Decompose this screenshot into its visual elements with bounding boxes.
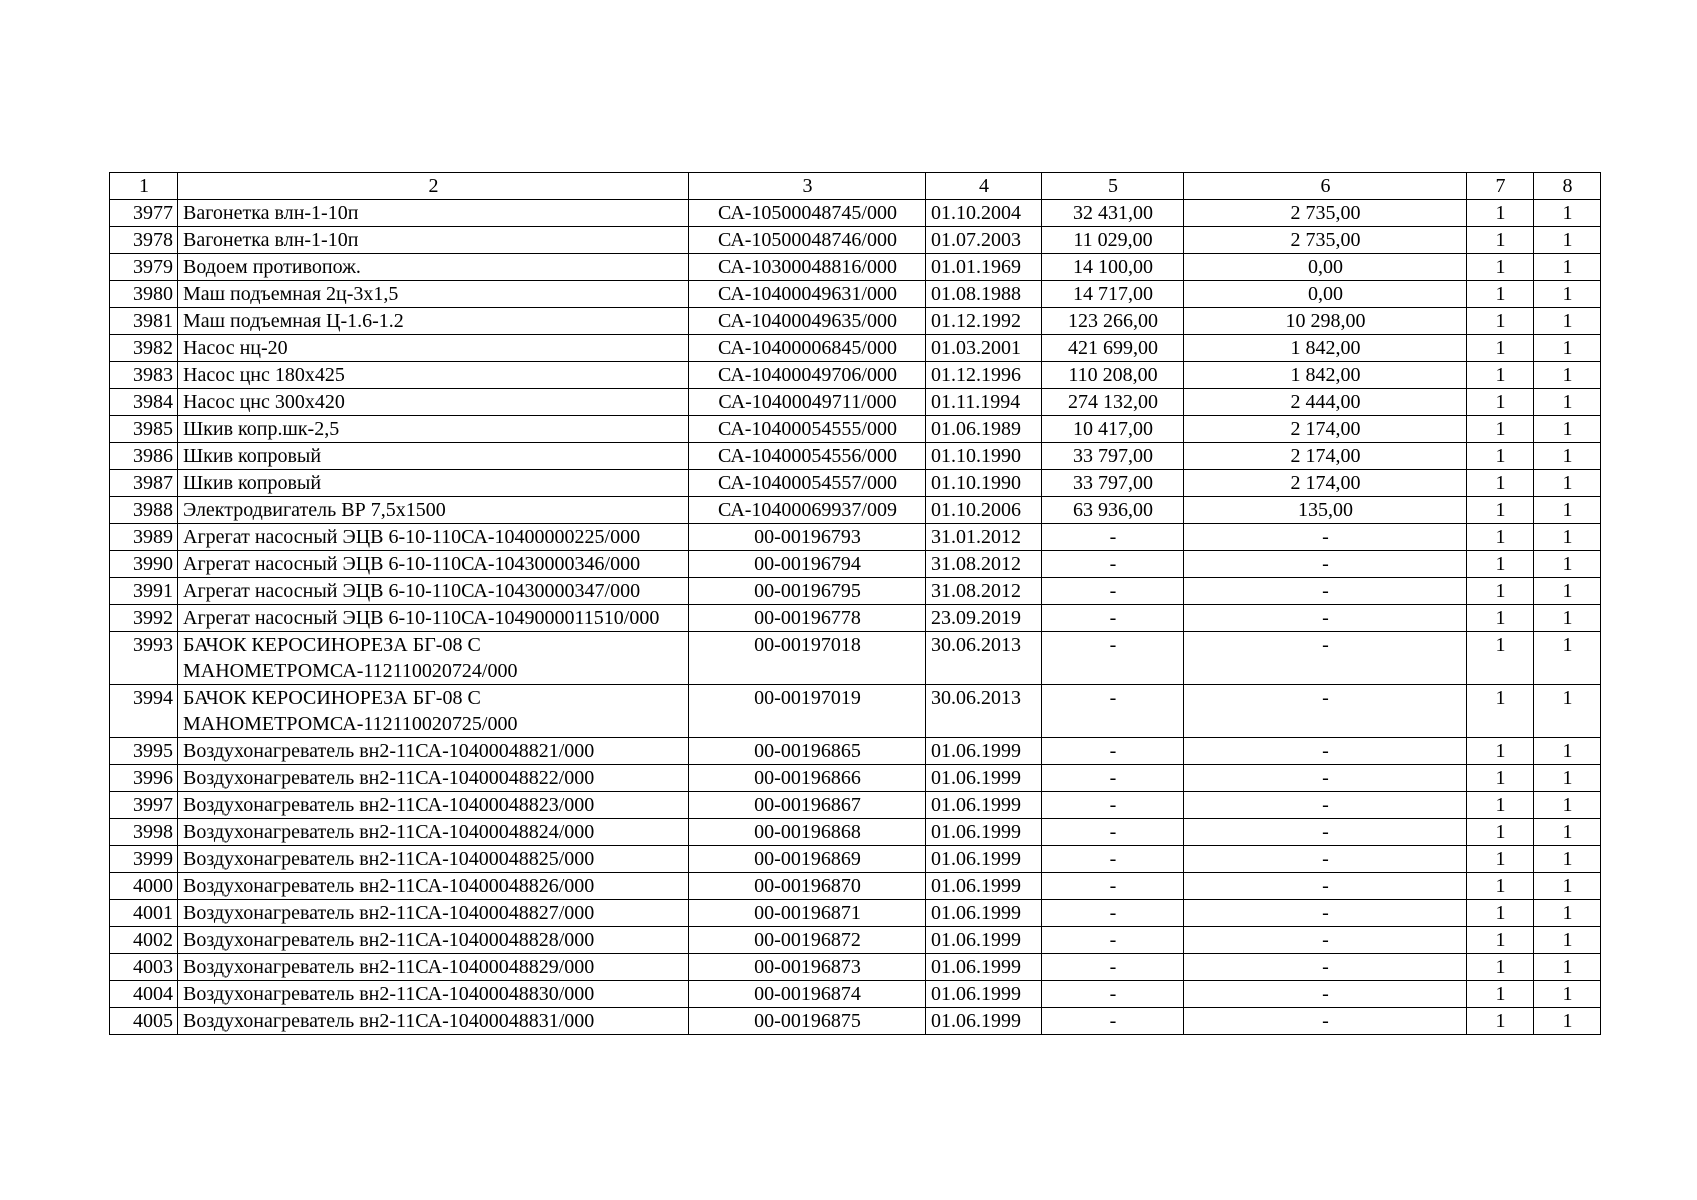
item-name-cell: Воздухонагреватель вн2-11СА-10400048825/000 [178,846,689,873]
residual-cost-cell: - [1184,900,1467,927]
col8-qty-cell: 1 [1534,470,1601,497]
inventory-code-cell: 00-00196867 [689,792,926,819]
row-number-cell: 3998 [110,819,178,846]
header-cell-2: 2 [178,173,689,200]
initial-cost-cell: 421 699,00 [1042,335,1184,362]
residual-cost-cell: 0,00 [1184,281,1467,308]
col7-qty-cell: 1 [1467,578,1534,605]
col7-qty-cell: 1 [1467,470,1534,497]
col7-qty-cell: 1 [1467,846,1534,873]
col8-qty-cell: 1 [1534,846,1601,873]
residual-cost-cell: 1 842,00 [1184,335,1467,362]
row-number-cell: 4000 [110,873,178,900]
col7-qty-cell: 1 [1467,551,1534,578]
col8-qty-cell: 1 [1534,927,1601,954]
col8-qty-cell: 1 [1534,981,1601,1008]
initial-cost-cell: - [1042,927,1184,954]
date-cell: 01.01.1969 [926,254,1042,281]
inventory-code-cell: СА-10400069937/009 [689,497,926,524]
row-number-cell: 3985 [110,416,178,443]
item-name-cell: Насос нц-20 [178,335,689,362]
col8-qty-cell: 1 [1534,819,1601,846]
date-cell: 01.06.1999 [926,954,1042,981]
initial-cost-cell: - [1042,738,1184,765]
col7-qty-cell: 1 [1467,900,1534,927]
row-number-cell: 3997 [110,792,178,819]
row-number-cell: 3978 [110,227,178,254]
item-name-cell: Воздухонагреватель вн2-11СА-10400048823/000 [178,792,689,819]
header-cell-7: 7 [1467,173,1534,200]
initial-cost-cell: - [1042,1008,1184,1035]
item-name-cell: Шкив копровый [178,470,689,497]
table-row [110,738,1601,765]
item-name-cell: Агрегат насосный ЭЦВ 6-10-110СА-10430000346/000 [178,551,689,578]
col7-qty-cell: 1 [1467,308,1534,335]
header-cell-1: 1 [110,173,178,200]
inventory-code-cell: СА-10500048745/000 [689,200,926,227]
row-number-cell: 3983 [110,362,178,389]
col8-qty-cell: 1 [1534,632,1601,685]
residual-cost-cell: 0,00 [1184,254,1467,281]
table-row [110,685,1601,738]
initial-cost-cell: 274 132,00 [1042,389,1184,416]
col7-qty-cell: 1 [1467,873,1534,900]
residual-cost-cell: - [1184,819,1467,846]
inventory-code-cell: 00-00196870 [689,873,926,900]
date-cell: 01.10.2006 [926,497,1042,524]
residual-cost-cell: 2 174,00 [1184,443,1467,470]
table-row [110,765,1601,792]
inventory-code-cell: 00-00196778 [689,605,926,632]
initial-cost-cell: - [1042,765,1184,792]
item-name-cell: Агрегат насосный ЭЦВ 6-10-110СА-10430000347/000 [178,578,689,605]
residual-cost-cell: 2 174,00 [1184,470,1467,497]
col7-qty-cell: 1 [1467,200,1534,227]
col7-qty-cell: 1 [1467,362,1534,389]
header-cell-8: 8 [1534,173,1601,200]
col7-qty-cell: 1 [1467,954,1534,981]
inventory-code-cell: СА-10300048816/000 [689,254,926,281]
row-number-cell: 3999 [110,846,178,873]
initial-cost-cell: - [1042,846,1184,873]
table-row [110,497,1601,524]
table-row [110,632,1601,685]
initial-cost-cell: 33 797,00 [1042,470,1184,497]
col8-qty-cell: 1 [1534,900,1601,927]
row-number-cell: 3994 [110,685,178,738]
initial-cost-cell: - [1042,524,1184,551]
row-number-cell: 4005 [110,1008,178,1035]
row-number-cell: 3987 [110,470,178,497]
residual-cost-cell: - [1184,792,1467,819]
inventory-code-cell: 00-00196793 [689,524,926,551]
date-cell: 01.11.1994 [926,389,1042,416]
row-number-cell: 4002 [110,927,178,954]
initial-cost-cell: - [1042,578,1184,605]
residual-cost-cell: - [1184,578,1467,605]
row-number-cell: 3977 [110,200,178,227]
table-row [110,443,1601,470]
col7-qty-cell: 1 [1467,1008,1534,1035]
inventory-code-cell: СА-10400006845/000 [689,335,926,362]
date-cell: 01.06.1999 [926,792,1042,819]
initial-cost-cell: 14 100,00 [1042,254,1184,281]
row-number-cell: 3980 [110,281,178,308]
header-cell-3: 3 [689,173,926,200]
inventory-code-cell: 00-00196866 [689,765,926,792]
col8-qty-cell: 1 [1534,792,1601,819]
residual-cost-cell: - [1184,605,1467,632]
col8-qty-cell: 1 [1534,738,1601,765]
row-number-cell: 3989 [110,524,178,551]
residual-cost-cell: 2 735,00 [1184,227,1467,254]
inventory-code-cell: СА-10400049711/000 [689,389,926,416]
table-row [110,416,1601,443]
residual-cost-cell: - [1184,685,1467,738]
col7-qty-cell: 1 [1467,281,1534,308]
col8-qty-cell: 1 [1534,605,1601,632]
item-name-cell: Агрегат насосный ЭЦВ 6-10-110СА-10400000225/000 [178,524,689,551]
table-row [110,335,1601,362]
inventory-code-cell: СА-10400049706/000 [689,362,926,389]
row-number-cell: 3986 [110,443,178,470]
initial-cost-cell: - [1042,632,1184,685]
col7-qty-cell: 1 [1467,416,1534,443]
row-number-cell: 3988 [110,497,178,524]
col8-qty-cell: 1 [1534,578,1601,605]
col7-qty-cell: 1 [1467,389,1534,416]
table-row [110,524,1601,551]
row-number-cell: 3981 [110,308,178,335]
item-name-cell: Водоем противопож. [178,254,689,281]
item-name-cell: Насос цнс 300х420 [178,389,689,416]
col8-qty-cell: 1 [1534,551,1601,578]
col8-qty-cell: 1 [1534,524,1601,551]
col8-qty-cell: 1 [1534,954,1601,981]
col7-qty-cell: 1 [1467,524,1534,551]
item-name-cell: Агрегат насосный ЭЦВ 6-10-110СА-1049000011510/000 [178,605,689,632]
initial-cost-cell: - [1042,900,1184,927]
date-cell: 01.06.1999 [926,738,1042,765]
residual-cost-cell: 2 444,00 [1184,389,1467,416]
table-row [110,362,1601,389]
item-name-cell: Воздухонагреватель вн2-11СА-10400048828/000 [178,927,689,954]
table-row [110,846,1601,873]
table-row [110,819,1601,846]
table-body [110,173,1601,1035]
table-row [110,1008,1601,1035]
row-number-cell: 3996 [110,765,178,792]
table-row [110,281,1601,308]
column-number-header-row [110,173,1601,200]
initial-cost-cell: 33 797,00 [1042,443,1184,470]
initial-cost-cell: 32 431,00 [1042,200,1184,227]
initial-cost-cell: - [1042,551,1184,578]
initial-cost-cell: - [1042,605,1184,632]
residual-cost-cell: 2 735,00 [1184,200,1467,227]
inventory-code-cell: 00-00197019 [689,685,926,738]
date-cell: 01.06.1999 [926,900,1042,927]
residual-cost-cell: - [1184,765,1467,792]
item-name-cell: Воздухонагреватель вн2-11СА-10400048824/000 [178,819,689,846]
col8-qty-cell: 1 [1534,1008,1601,1035]
row-number-cell: 3995 [110,738,178,765]
col8-qty-cell: 1 [1534,443,1601,470]
item-name-cell: Воздухонагреватель вн2-11СА-10400048822/000 [178,765,689,792]
inventory-code-cell: 00-00196795 [689,578,926,605]
col7-qty-cell: 1 [1467,819,1534,846]
col8-qty-cell: 1 [1534,497,1601,524]
date-cell: 01.12.1992 [926,308,1042,335]
col8-qty-cell: 1 [1534,765,1601,792]
residual-cost-cell: 135,00 [1184,497,1467,524]
table-row [110,954,1601,981]
residual-cost-cell: 2 174,00 [1184,416,1467,443]
col8-qty-cell: 1 [1534,200,1601,227]
item-name-cell: Воздухонагреватель вн2-11СА-10400048829/000 [178,954,689,981]
date-cell: 01.10.1990 [926,470,1042,497]
item-name-cell: Маш подъемная Ц-1.6-1.2 [178,308,689,335]
inventory-table [109,172,1601,1035]
inventory-code-cell: СА-10400049631/000 [689,281,926,308]
col8-qty-cell: 1 [1534,685,1601,738]
col7-qty-cell: 1 [1467,227,1534,254]
col8-qty-cell: 1 [1534,308,1601,335]
table-row [110,551,1601,578]
residual-cost-cell: 1 842,00 [1184,362,1467,389]
col8-qty-cell: 1 [1534,281,1601,308]
col7-qty-cell: 1 [1467,443,1534,470]
item-name-cell: Насос цнс 180х425 [178,362,689,389]
inventory-code-cell: 00-00196871 [689,900,926,927]
inventory-code-cell: СА-10400054557/000 [689,470,926,497]
date-cell: 01.10.2004 [926,200,1042,227]
table-row [110,389,1601,416]
initial-cost-cell: - [1042,954,1184,981]
table-row [110,470,1601,497]
col7-qty-cell: 1 [1467,254,1534,281]
date-cell: 01.06.1999 [926,819,1042,846]
col8-qty-cell: 1 [1534,335,1601,362]
date-cell: 01.08.1988 [926,281,1042,308]
table-row [110,578,1601,605]
col7-qty-cell: 1 [1467,927,1534,954]
residual-cost-cell: - [1184,873,1467,900]
row-number-cell: 3979 [110,254,178,281]
item-name-cell: Маш подъемная 2ц-3х1,5 [178,281,689,308]
table-row [110,227,1601,254]
residual-cost-cell: 10 298,00 [1184,308,1467,335]
item-name-cell: Шкив копровый [178,443,689,470]
col7-qty-cell: 1 [1467,605,1534,632]
residual-cost-cell: - [1184,1008,1467,1035]
table-row [110,927,1601,954]
col7-qty-cell: 1 [1467,738,1534,765]
date-cell: 01.06.1999 [926,846,1042,873]
item-name-cell: Воздухонагреватель вн2-11СА-10400048830/000 [178,981,689,1008]
inventory-code-cell: 00-00196794 [689,551,926,578]
initial-cost-cell: 110 208,00 [1042,362,1184,389]
inventory-code-cell: 00-00196874 [689,981,926,1008]
table-row [110,900,1601,927]
row-number-cell: 3984 [110,389,178,416]
initial-cost-cell: 11 029,00 [1042,227,1184,254]
residual-cost-cell: - [1184,954,1467,981]
row-number-cell: 3982 [110,335,178,362]
inventory-code-cell: 00-00196865 [689,738,926,765]
table-row [110,254,1601,281]
residual-cost-cell: - [1184,981,1467,1008]
date-cell: 31.08.2012 [926,551,1042,578]
row-number-cell: 4001 [110,900,178,927]
col7-qty-cell: 1 [1467,981,1534,1008]
date-cell: 01.06.1989 [926,416,1042,443]
initial-cost-cell: 123 266,00 [1042,308,1184,335]
date-cell: 30.06.2013 [926,632,1042,685]
inventory-code-cell: СА-10400049635/000 [689,308,926,335]
residual-cost-cell: - [1184,632,1467,685]
inventory-code-cell: 00-00196873 [689,954,926,981]
col7-qty-cell: 1 [1467,685,1534,738]
item-name-cell: Шкив копр.шк-2,5 [178,416,689,443]
col8-qty-cell: 1 [1534,873,1601,900]
date-cell: 01.03.2001 [926,335,1042,362]
inventory-code-cell: 00-00197018 [689,632,926,685]
date-cell: 01.06.1999 [926,927,1042,954]
col8-qty-cell: 1 [1534,254,1601,281]
inventory-code-cell: 00-00196872 [689,927,926,954]
row-number-cell: 3990 [110,551,178,578]
inventory-code-cell: 00-00196868 [689,819,926,846]
date-cell: 31.01.2012 [926,524,1042,551]
item-name-cell: Воздухонагреватель вн2-11СА-10400048831/000 [178,1008,689,1035]
item-name-cell: Воздухонагреватель вн2-11СА-10400048826/000 [178,873,689,900]
date-cell: 01.06.1999 [926,873,1042,900]
col7-qty-cell: 1 [1467,632,1534,685]
table-row [110,308,1601,335]
row-number-cell: 3992 [110,605,178,632]
initial-cost-cell: - [1042,873,1184,900]
row-number-cell: 4004 [110,981,178,1008]
residual-cost-cell: - [1184,524,1467,551]
date-cell: 01.06.1999 [926,981,1042,1008]
item-name-cell: Вагонетка влн-1-10п [178,227,689,254]
inventory-code-cell: 00-00196869 [689,846,926,873]
item-name-cell: Воздухонагреватель вн2-11СА-10400048821/000 [178,738,689,765]
col8-qty-cell: 1 [1534,389,1601,416]
col7-qty-cell: 1 [1467,497,1534,524]
initial-cost-cell: 14 717,00 [1042,281,1184,308]
item-name-cell: Вагонетка влн-1-10п [178,200,689,227]
row-number-cell: 3991 [110,578,178,605]
inventory-code-cell: 00-00196875 [689,1008,926,1035]
date-cell: 01.07.2003 [926,227,1042,254]
table-row [110,605,1601,632]
row-number-cell: 4003 [110,954,178,981]
col8-qty-cell: 1 [1534,227,1601,254]
table-row [110,792,1601,819]
inventory-code-cell: СА-10400054556/000 [689,443,926,470]
residual-cost-cell: - [1184,551,1467,578]
initial-cost-cell: 10 417,00 [1042,416,1184,443]
date-cell: 01.12.1996 [926,362,1042,389]
col8-qty-cell: 1 [1534,362,1601,389]
item-name-cell: БАЧОК КЕРОСИНОРЕЗА БГ-08 С МАНОМЕТРОМСА-112110020724/000 [178,632,689,685]
header-cell-6: 6 [1184,173,1467,200]
residual-cost-cell: - [1184,846,1467,873]
item-name-cell: Электродвигатель ВР 7,5х1500 [178,497,689,524]
header-cell-4: 4 [926,173,1042,200]
col7-qty-cell: 1 [1467,765,1534,792]
initial-cost-cell: - [1042,685,1184,738]
date-cell: 01.06.1999 [926,1008,1042,1035]
col7-qty-cell: 1 [1467,792,1534,819]
date-cell: 23.09.2019 [926,605,1042,632]
date-cell: 31.08.2012 [926,578,1042,605]
initial-cost-cell: - [1042,819,1184,846]
inventory-code-cell: СА-10400054555/000 [689,416,926,443]
initial-cost-cell: - [1042,981,1184,1008]
table-row [110,981,1601,1008]
row-number-cell: 3993 [110,632,178,685]
col8-qty-cell: 1 [1534,416,1601,443]
date-cell: 01.06.1999 [926,765,1042,792]
table-row [110,200,1601,227]
residual-cost-cell: - [1184,738,1467,765]
residual-cost-cell: - [1184,927,1467,954]
date-cell: 30.06.2013 [926,685,1042,738]
header-cell-5: 5 [1042,173,1184,200]
item-name-cell: БАЧОК КЕРОСИНОРЕЗА БГ-08 С МАНОМЕТРОМСА-112110020725/000 [178,685,689,738]
inventory-code-cell: СА-10500048746/000 [689,227,926,254]
initial-cost-cell: 63 936,00 [1042,497,1184,524]
date-cell: 01.10.1990 [926,443,1042,470]
table-row [110,873,1601,900]
item-name-cell: Воздухонагреватель вн2-11СА-10400048827/000 [178,900,689,927]
initial-cost-cell: - [1042,792,1184,819]
col7-qty-cell: 1 [1467,335,1534,362]
